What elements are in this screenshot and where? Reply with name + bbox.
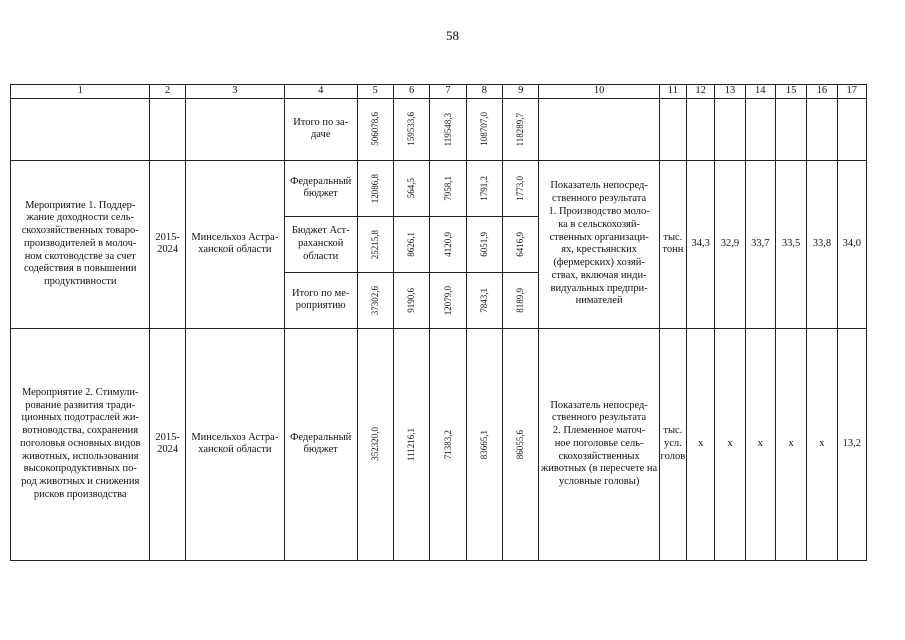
column-number: 4	[284, 85, 357, 99]
column-number: 15	[775, 85, 806, 99]
indicator-value: 33,8	[807, 160, 837, 328]
amount-value: 1773,0	[515, 175, 526, 201]
indicator-value: 34,0	[837, 160, 866, 328]
column-number: 3	[185, 85, 284, 99]
column-number: 12	[687, 85, 715, 99]
empty-cell	[539, 98, 659, 160]
empty-cell	[185, 98, 284, 160]
amount-value: 119548,3	[442, 112, 453, 146]
column-number: 17	[837, 85, 866, 99]
column-number: 16	[807, 85, 837, 99]
amount-cell	[430, 216, 466, 272]
amount-cell	[466, 272, 502, 328]
amount-cell	[430, 98, 466, 160]
measure2-period: 2015- 2024	[150, 328, 185, 560]
amount-cell	[357, 328, 393, 560]
column-number: 8	[466, 85, 502, 99]
amount-value: 1791,2	[478, 175, 489, 201]
amount-cell	[466, 328, 502, 560]
measure2-executor: Минсельхоз Астра- ханской области	[185, 328, 284, 560]
amount-value: 7958,1	[442, 175, 453, 201]
empty-cell	[687, 98, 715, 160]
amount-cell	[430, 272, 466, 328]
measure2-unit: тыс. усл. голов	[659, 328, 686, 560]
indicator-value: х	[745, 328, 775, 560]
indicator-value: х	[715, 328, 745, 560]
page-number: 58	[446, 28, 459, 43]
amount-value: 71383,2	[442, 429, 453, 459]
amount-value: 12086,8	[369, 173, 380, 203]
amount-value: 108707,0	[478, 112, 489, 147]
column-number: 7	[430, 85, 466, 99]
amount-value: 159533,6	[406, 112, 417, 147]
amount-cell	[466, 98, 502, 160]
indicator-value: 13,2	[837, 328, 866, 560]
amount-cell	[393, 160, 429, 216]
amount-value: 6051,9	[478, 231, 489, 257]
amount-cell	[503, 98, 539, 160]
measure2-row	[11, 328, 867, 560]
indicator-value: х	[807, 328, 837, 560]
indicator-value: х	[687, 328, 715, 560]
empty-cell	[775, 98, 806, 160]
column-number: 6	[393, 85, 429, 99]
amount-value: 6416,9	[515, 231, 526, 257]
amount-value: 352320,0	[369, 427, 380, 462]
empty-cell	[837, 98, 866, 160]
amount-cell	[430, 160, 466, 216]
column-number-row	[11, 85, 867, 99]
amount-cell	[466, 160, 502, 216]
column-number: 14	[745, 85, 775, 99]
empty-cell	[807, 98, 837, 160]
amount-cell	[357, 160, 393, 216]
task-total-row	[11, 98, 867, 160]
measure1-name: Мероприятие 1. Поддер- жание доходности сель- скохозяйственных товаро- производителей в молоч- ном скотоводстве за счет содействия в повышении продуктивности	[11, 160, 150, 328]
measure1-federal-row	[11, 160, 867, 216]
amount-value: 7843,1	[478, 287, 489, 313]
funding-source: Итого по ме- роприятию	[284, 272, 357, 328]
amount-cell	[503, 272, 539, 328]
column-number: 9	[503, 85, 539, 99]
amount-value: 4120,9	[442, 231, 453, 257]
amount-cell	[503, 160, 539, 216]
column-number: 1	[11, 85, 150, 99]
column-number: 5	[357, 85, 393, 99]
amount-value: 83665,1	[478, 429, 489, 459]
funding-source: Итого по за- даче	[284, 98, 357, 160]
indicator-value: 32,9	[715, 160, 745, 328]
empty-cell	[150, 98, 185, 160]
measure2-name: Мероприятие 2. Стимули- рование развития тради- ционных подотраслей жи- вотноводства, сохранения поголовья основных видов животных, использования высокопродуктивных по- род животных и снижения рисков производства	[11, 328, 150, 560]
indicator-value: 33,7	[745, 160, 775, 328]
amount-value: 118289,7	[515, 112, 526, 146]
indicator-value: 33,5	[775, 160, 806, 328]
measure1-period: 2015- 2024	[150, 160, 185, 328]
column-number: 10	[539, 85, 659, 99]
amount-cell	[357, 216, 393, 272]
column-number: 11	[659, 85, 686, 99]
amount-value: 25215,8	[369, 229, 380, 259]
funding-source: Федеральный бюджет	[284, 328, 357, 560]
amount-value: 86055,6	[515, 429, 526, 459]
amount-cell	[503, 328, 539, 560]
amount-cell	[430, 328, 466, 560]
amount-cell	[393, 272, 429, 328]
program-table	[10, 84, 867, 561]
amount-cell	[393, 216, 429, 272]
measure1-unit: тыс. тонн	[659, 160, 686, 328]
amount-cell	[503, 216, 539, 272]
measure1-executor: Минсельхоз Астра- ханской области	[185, 160, 284, 328]
empty-cell	[715, 98, 745, 160]
measure1-indicator: Показатель непосред- ственного результата 1. Производство моло- ка в сельскохозяй- ственных организаци- ях, крестьянских (фермерских) хозяй- ствах, включая инди- видуальных предпри- нимателей	[539, 160, 659, 328]
amount-cell	[466, 216, 502, 272]
funding-source: Бюджет Аст- раханской области	[284, 216, 357, 272]
funding-source: Федеральный бюджет	[284, 160, 357, 216]
empty-cell	[659, 98, 686, 160]
amount-value: 12079,0	[442, 285, 453, 315]
amount-value: 8626,1	[406, 231, 417, 257]
indicator-value: 34,3	[687, 160, 715, 328]
amount-cell	[357, 272, 393, 328]
column-number: 2	[150, 85, 185, 99]
empty-cell	[745, 98, 775, 160]
amount-cell	[393, 98, 429, 160]
amount-value: 37302,6	[369, 285, 380, 315]
indicator-value: х	[775, 328, 806, 560]
amount-cell	[393, 328, 429, 560]
amount-value: 8189,9	[515, 287, 526, 313]
amount-value: 564,5	[406, 178, 417, 199]
amount-value: 506078,6	[369, 112, 380, 147]
column-number: 13	[715, 85, 745, 99]
measure2-indicator: Показатель непосред- ственного результата 2. Племенное маточ- ное поголовье сель- скохозяйственных животных (в пересчете на условные головы)	[539, 328, 659, 560]
amount-value: 111216,1	[406, 427, 417, 461]
amount-value: 9190,6	[406, 287, 417, 313]
empty-cell	[11, 98, 150, 160]
amount-cell	[357, 98, 393, 160]
